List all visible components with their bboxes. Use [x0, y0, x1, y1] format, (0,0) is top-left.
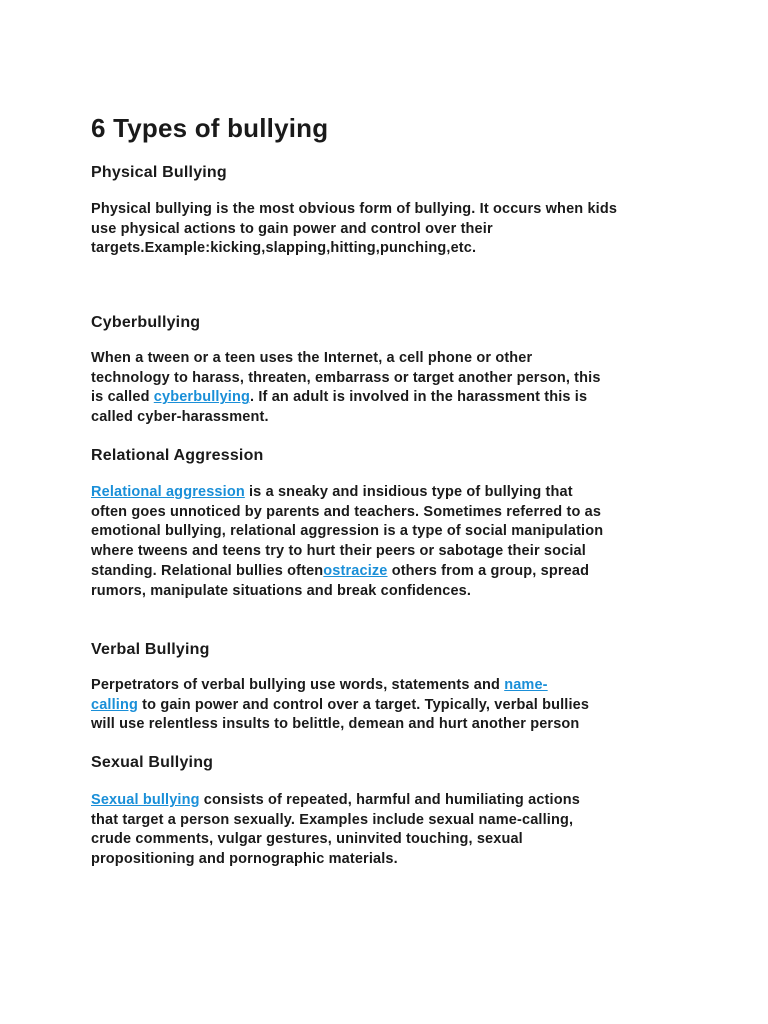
text-line: [91, 483, 603, 503]
text-segment: is a sneaky and insidious type of bullying that: [244, 484, 573, 500]
paragraph-physical-bullying: [91, 200, 617, 259]
text-line: [91, 791, 580, 811]
sexual-bullying-link[interactable]: Sexual bullying: [91, 792, 200, 808]
page-title: 6 Types of bullying: [91, 113, 329, 143]
text-line: crude comments, vulgar gestures, uninvited touching, sexual: [91, 831, 523, 848]
name-calling-link[interactable]: name-: [504, 677, 548, 693]
relational-aggression-link[interactable]: Relational aggression: [91, 484, 245, 500]
text-line: will use relentless insults to belittle, demean and hurt another person: [91, 716, 580, 733]
text-line: [91, 696, 589, 716]
text-segment: to gain power and control over a target. Typically, verbal bullies: [137, 696, 590, 713]
text-line: where tweens and teens try to hurt their peers or sabotage their social: [91, 543, 586, 560]
heading-sexual-bullying: Sexual Bullying: [91, 754, 214, 771]
text-segment: others from a group, spread: [387, 562, 590, 579]
text-line: use physical actions to gain power and control over their: [91, 220, 493, 237]
heading-relational-aggression: Relational Aggression: [91, 447, 264, 464]
text-segment: . If an adult is involved in the harassment this is: [250, 389, 588, 406]
text-line: [91, 562, 603, 582]
paragraph-verbal-bullying: [91, 676, 589, 735]
text-segment: is called: [91, 389, 154, 406]
text-segment: Perpetrators of verbal bullying use words, statements and: [91, 677, 505, 693]
text-line: rumors, manipulate situations and break confidences.: [91, 582, 472, 599]
text-line: that target a person sexually. Examples include sexual name-calling,: [91, 811, 574, 828]
ostracize-link[interactable]: ostracize: [323, 562, 388, 579]
paragraph-relational-aggression: [91, 483, 603, 601]
text-line: technology to harass, threaten, embarrass or target another person, this: [91, 369, 601, 386]
text-line: [91, 388, 601, 408]
heading-cyberbullying: Cyberbullying: [91, 314, 201, 331]
text-line: targets.Example:kicking,slapping,hitting,punching,etc.: [91, 240, 477, 257]
text-segment: standing. Relational bullies often: [91, 562, 324, 579]
heading-verbal-bullying: Verbal Bullying: [91, 641, 210, 658]
cyberbullying-link[interactable]: cyberbullying: [153, 389, 250, 406]
text-line: Physical bullying is the most obvious form of bullying. It occurs when kids: [91, 201, 618, 217]
text-line: When a tween or a teen uses the Internet, a cell phone or other: [91, 350, 533, 366]
text-line: emotional bullying, relational aggression is a type of social manipulation: [91, 523, 604, 540]
text-segment: consists of repeated, harmful and humiliating actions: [199, 792, 580, 808]
paragraph-sexual-bullying: [91, 791, 580, 870]
text-line: propositioning and pornographic materials.: [91, 851, 398, 868]
text-line: [91, 676, 589, 696]
text-line: called cyber-harassment.: [91, 409, 269, 426]
name-calling-link[interactable]: calling: [91, 696, 138, 713]
heading-physical-bullying: Physical Bullying: [91, 164, 227, 181]
paragraph-cyberbullying: [91, 349, 601, 428]
text-line: often goes unnoticed by parents and teachers. Sometimes referred to as: [91, 503, 602, 520]
